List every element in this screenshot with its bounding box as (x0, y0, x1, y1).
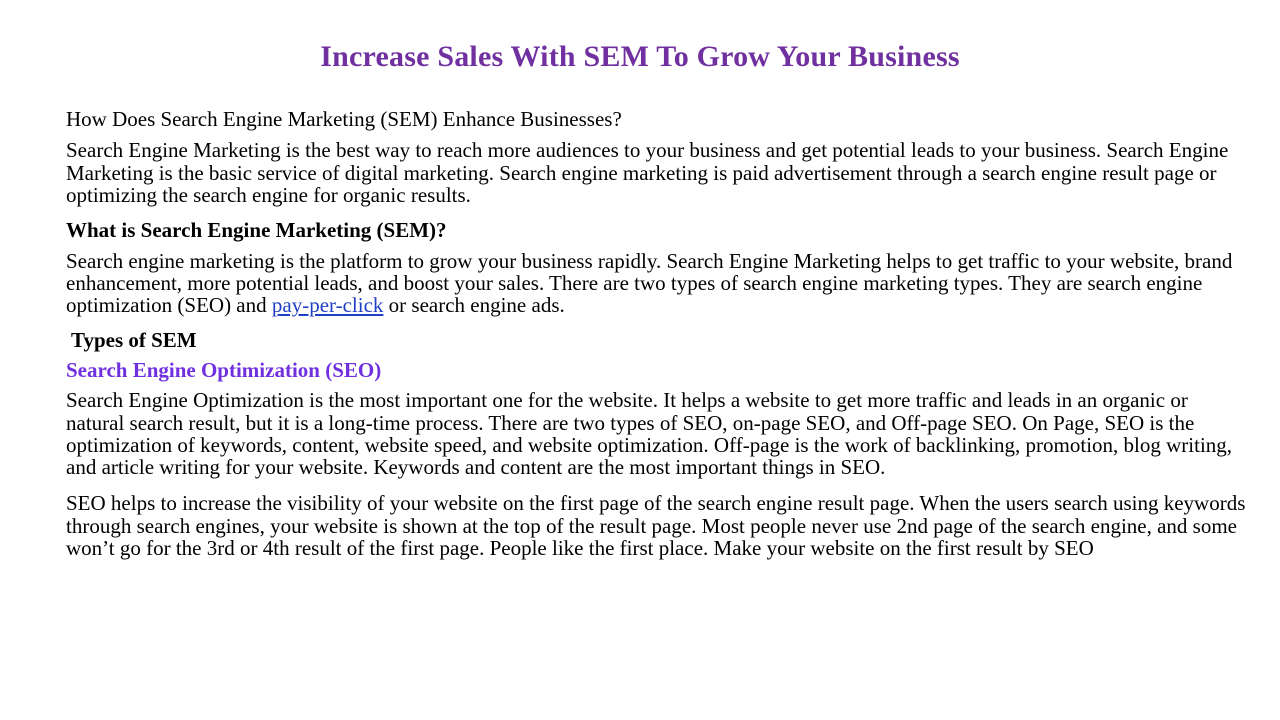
pay-per-click-link[interactable]: pay-per-click (271, 293, 384, 318)
paragraph-sem-types-text-after: or search engine ads. (383, 293, 565, 318)
paragraph-seo-description: Search Engine Optimization is the most important one for the website. It helps a website to get more traffic and leads in an organic or natural search result, but it is a long-time process. There are two types of SEO, on-page SEO, and Off-page SEO. On Page, SEO is the optimization of keywords, content, website speed, and website optimization. Off-page is the work of backlinking, promotion, blog writing, and article writing for your website. Keywords and content are the most important things in SEO. (66, 388, 1233, 480)
slide-body (66, 108, 1246, 565)
paragraph-sem-overview: Search Engine Marketing is the best way to reach more audiences to your business and get potential leads to your business. Search Engine Marketing is the basic service of digital marketing. Search engine marketing is paid advertisement through a search engine result page or optimizing the search engine for organic results. (66, 138, 1229, 207)
heading-types-of-sem: Types of SEM (71, 328, 197, 353)
heading-search-engine-optimization: Search Engine Optimization (SEO) (66, 357, 382, 382)
heading-what-is-sem: What is Search Engine Marketing (SEM)? (66, 218, 447, 243)
intro-question: How Does Search Engine Marketing (SEM) Enhance Businesses? (66, 107, 622, 131)
paragraph-sem-types (66, 250, 1246, 317)
page-title: Increase Sales With SEM To Grow Your Business (320, 40, 960, 73)
paragraph-seo-visibility: SEO helps to increase the visibility of your website on the first page of the search engine result page. When the users search using keywords through search engines, your website is shown at the top of the result page. Most people never use 2nd page of the search engine, and some won’t go for the 3rd or 4th result of the first page. People like the first place. Make your website on the first result by SEO (66, 491, 1246, 560)
paragraph-sem-types-text-before: Search engine marketing is the platform to grow your business rapidly. Search Engine Marketing helps to get traffic to your website, brand enhancement, more potential leads, and boost your sales. There are two types of search engine marketing types. They are search engine optimization (SEO) and (66, 248, 1233, 318)
